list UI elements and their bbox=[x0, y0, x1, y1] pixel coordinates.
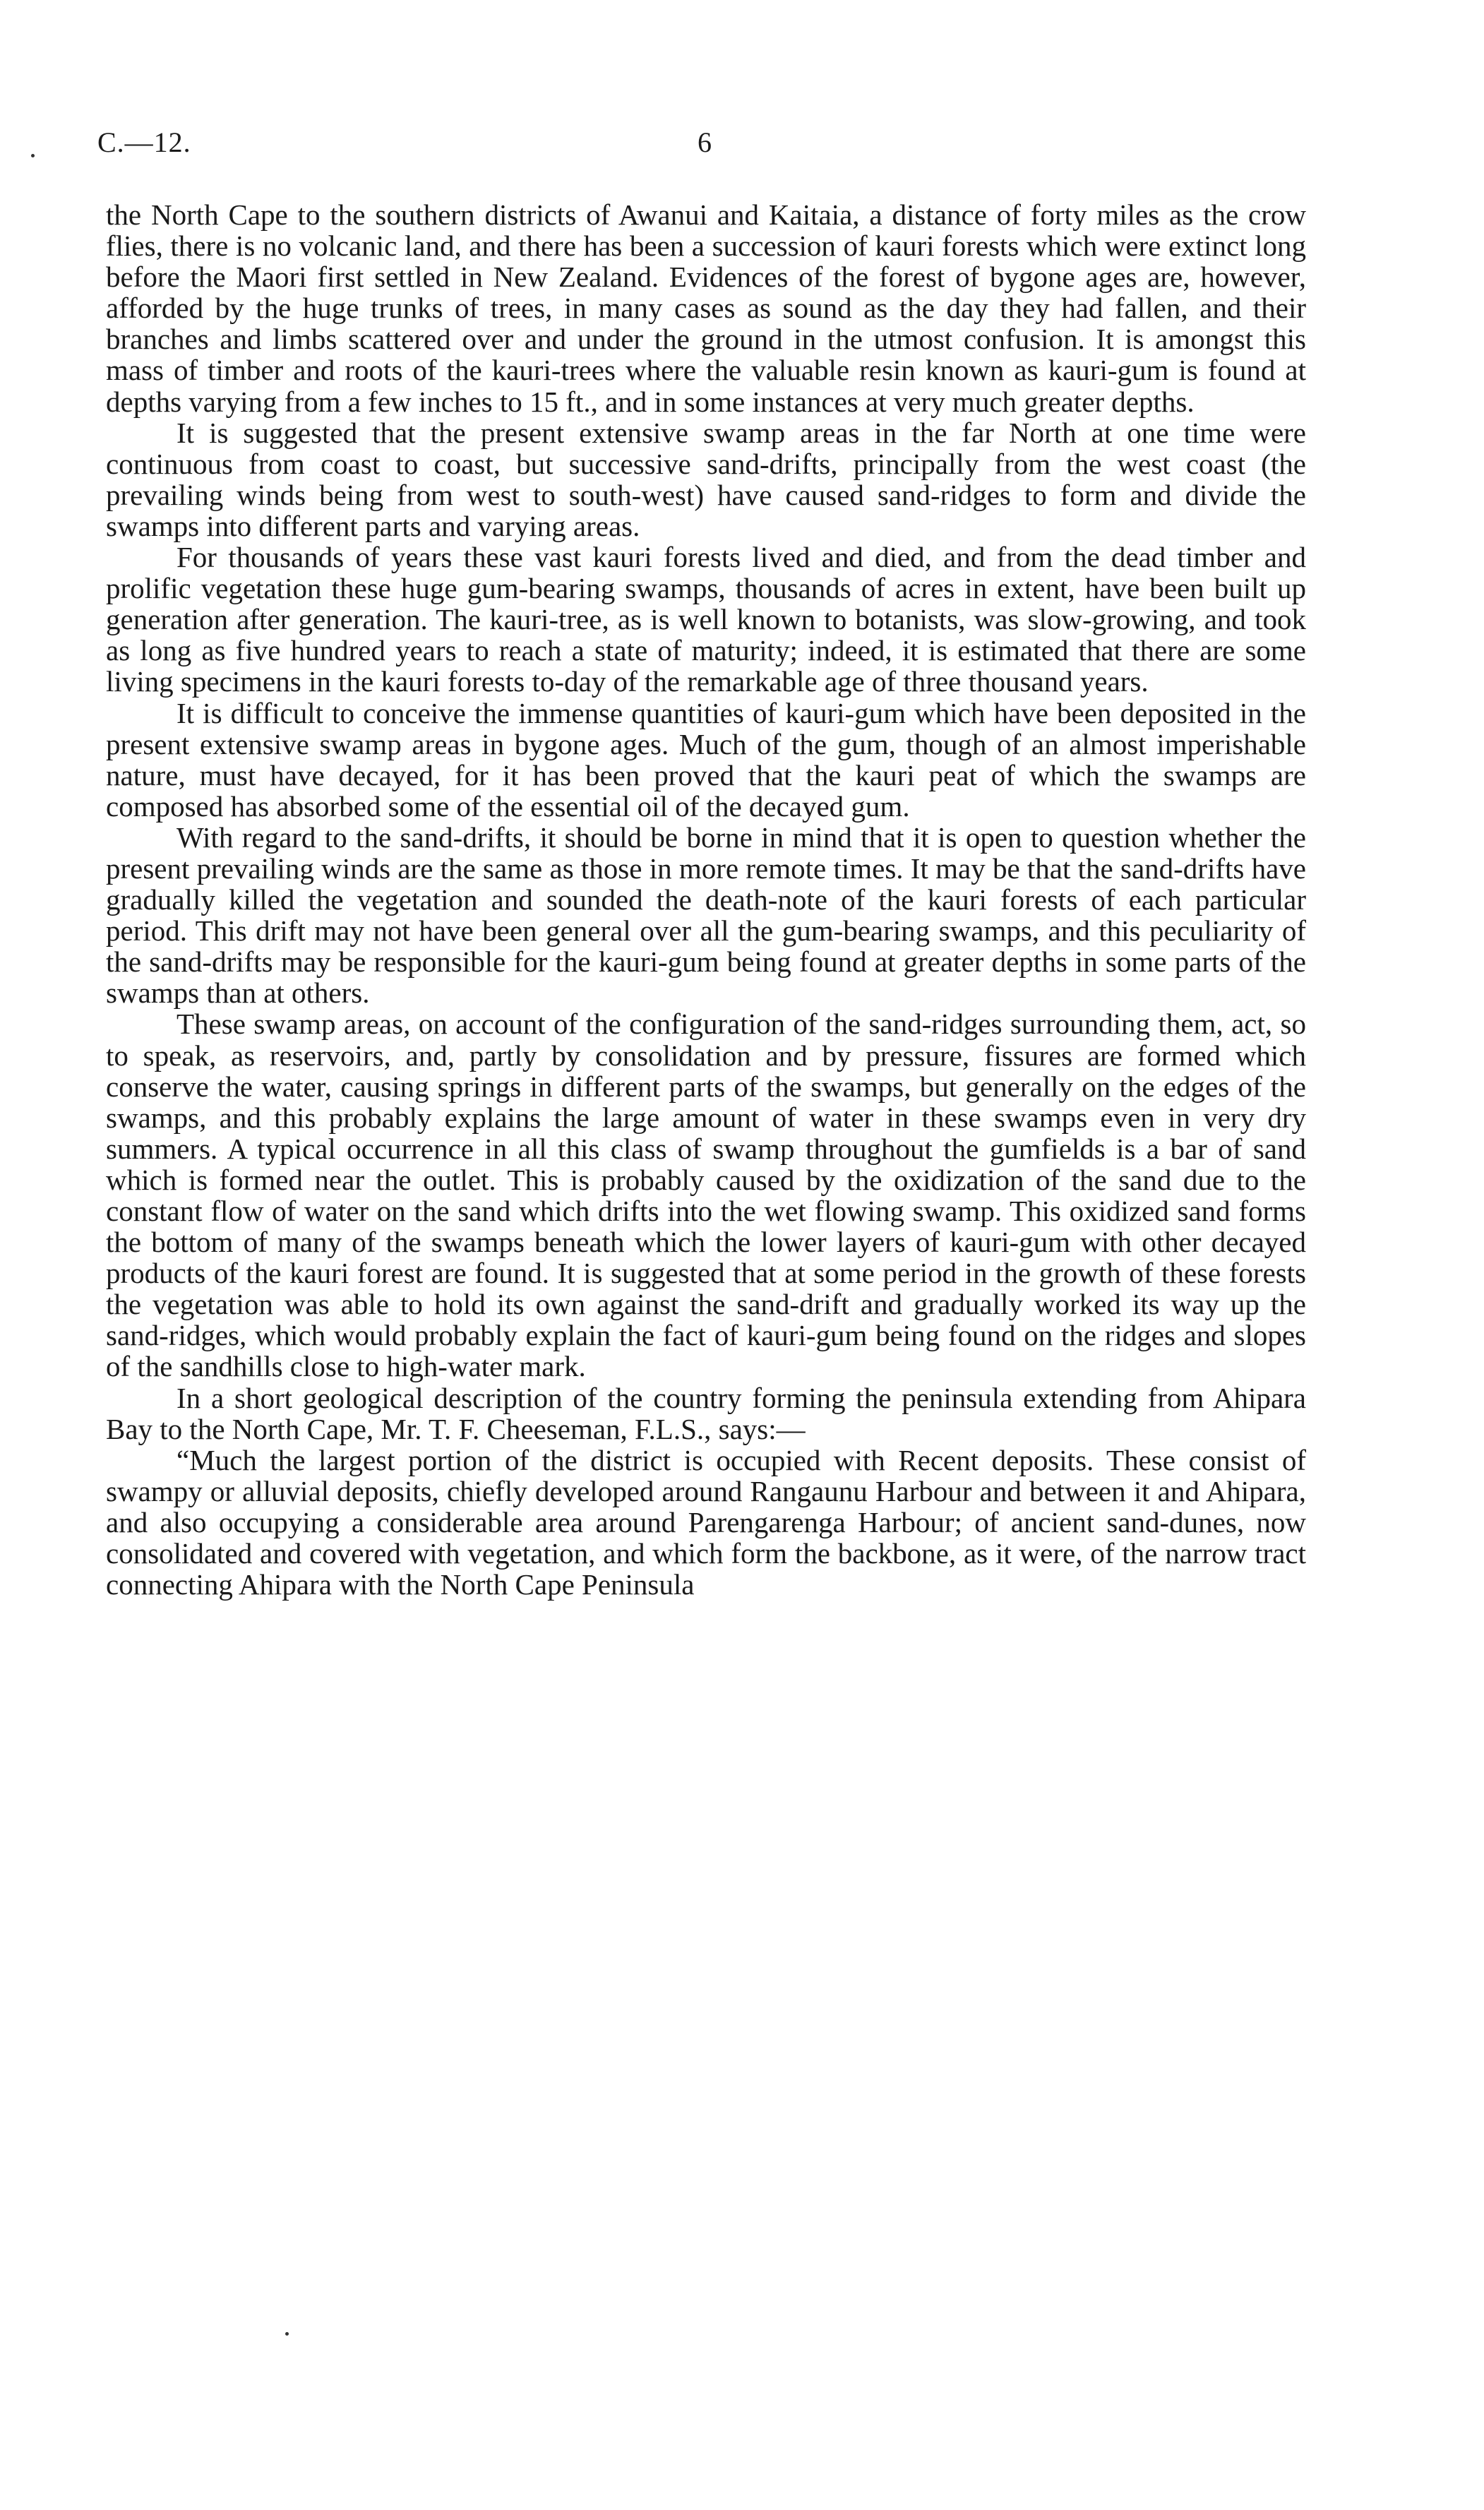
paragraph: For thousands of years these vast kauri forests lived and died, and from the dead timber and prolific vegetation these huge gum-bearing swamps, thousands of acres in extent, have been built up generation after generation. The kauri-tree, as is well known to botanists, was slow-growing, and took as long as five hundred years to reach a state of maturity; indeed, it is estimated that there are some living specimens in the kauri forests to-day of the remarkable age of three thousand years. bbox=[106, 541, 1306, 698]
paragraph: It is difficult to conceive the immense quantities of kauri-gum which have been deposited in the present extensive swamp areas in bygone ages. Much of the gum, though of an almost imperishable nature, must have decayed, for it has been proved that the kauri peat of which the swamps are composed has absorbed some of the essential oil of the decayed gum. bbox=[106, 696, 1306, 823]
body-text bbox=[106, 199, 1306, 1600]
document-reference: C.—12. bbox=[97, 126, 191, 158]
paragraph: With regard to the sand-drifts, it should be borne in mind that it is open to question whether the present prevailing winds are the same as those in more remote times. It may be that the sand-drifts have gradually killed the vegetation and sounded the death-note of the kauri forests of each particular period. This drift may not have been general over all the gum-bearing swamps, and this peculiarity of the sand-drifts may be responsible for the kauri-gum being found at greater depths in some parts of the swamps than at others. bbox=[106, 820, 1306, 1010]
paragraph: In a short geological description of the country forming the peninsula extending from Ahipara Bay to the North Cape, Mr. T. F. Cheeseman, F.L.S., says:— bbox=[106, 1381, 1306, 1445]
bottom-mark bbox=[285, 2332, 289, 2336]
page-number: 6 bbox=[698, 126, 712, 158]
paragraph: These swamp areas, on account of the configuration of the sand-ridges surrounding them, act, so to speak, as reservoirs, and, partly by consolidation and by pressure, fissures are formed which conserve the water, causing springs in different parts of the swamps, but generally on the edges of the swamps, and this probably explains the large amount of water in these swamps even in very dry summers. A typical occurrence in all this class of swamp throughout the gumfields is a bar of sand which is formed near the outlet. This is probably caused by the oxidization of the sand due to the constant flow of water on the sand which drifts into the wet flowing swamp. This oxidized sand forms the bottom of many of the swamps beneath which the lower layers of kauri-gum with other decayed products of the kauri forest are found. It is suggested that at some period in the growth of these forests the vegetation was able to hold its own against the sand-drift and gradually worked its way up the sand-ridges, which would probably explain the fact of kauri-gum being found on the ridges and slopes of the sandhills close to high-water mark. bbox=[106, 1008, 1306, 1383]
margin-mark bbox=[31, 154, 35, 157]
paragraph: It is suggested that the present extensive swamp areas in the far North at one time were continuous from coast to coast, but successive sand-drifts, principally from the west coast (the prevailing winds being from west to south-west) have caused sand-ridges to form and divide the swamps into different parts and varying areas. bbox=[106, 416, 1306, 542]
quoted-paragraph: “Much the largest portion of the district is occupied with Recent deposits. These consist of swampy or alluvial deposits, chiefly developed around Rangaunu Harbour and between it and Ahipara, and also occupying a considerable area around Parengarenga Harbour; of ancient sand-dunes, now consolidated and covered with vegetation, and which form the backbone, as it were, of the narrow tract connecting Ahipara with the North Cape Peninsula bbox=[106, 1443, 1306, 1601]
paragraph: the North Cape to the southern districts of Awanui and Kaitaia, a distance of forty miles as the crow flies, there is no volcanic land, and there has been a succession of kauri forests which were extinct long before the Maori first settled in New Zealand. Evidences of the forest of bygone ages are, however, afforded by the huge trunks of trees, in many cases as sound as the day they had fallen, and their branches and limbs scattered over and under the ground in the utmost confusion. It is amongst this mass of timber and roots of the kauri-trees where the valuable resin known as kauri-gum is found at depths varying from a few inches to 15 ft., and in some instances at very much greater depths. bbox=[106, 198, 1306, 418]
page-header bbox=[83, 126, 1326, 168]
